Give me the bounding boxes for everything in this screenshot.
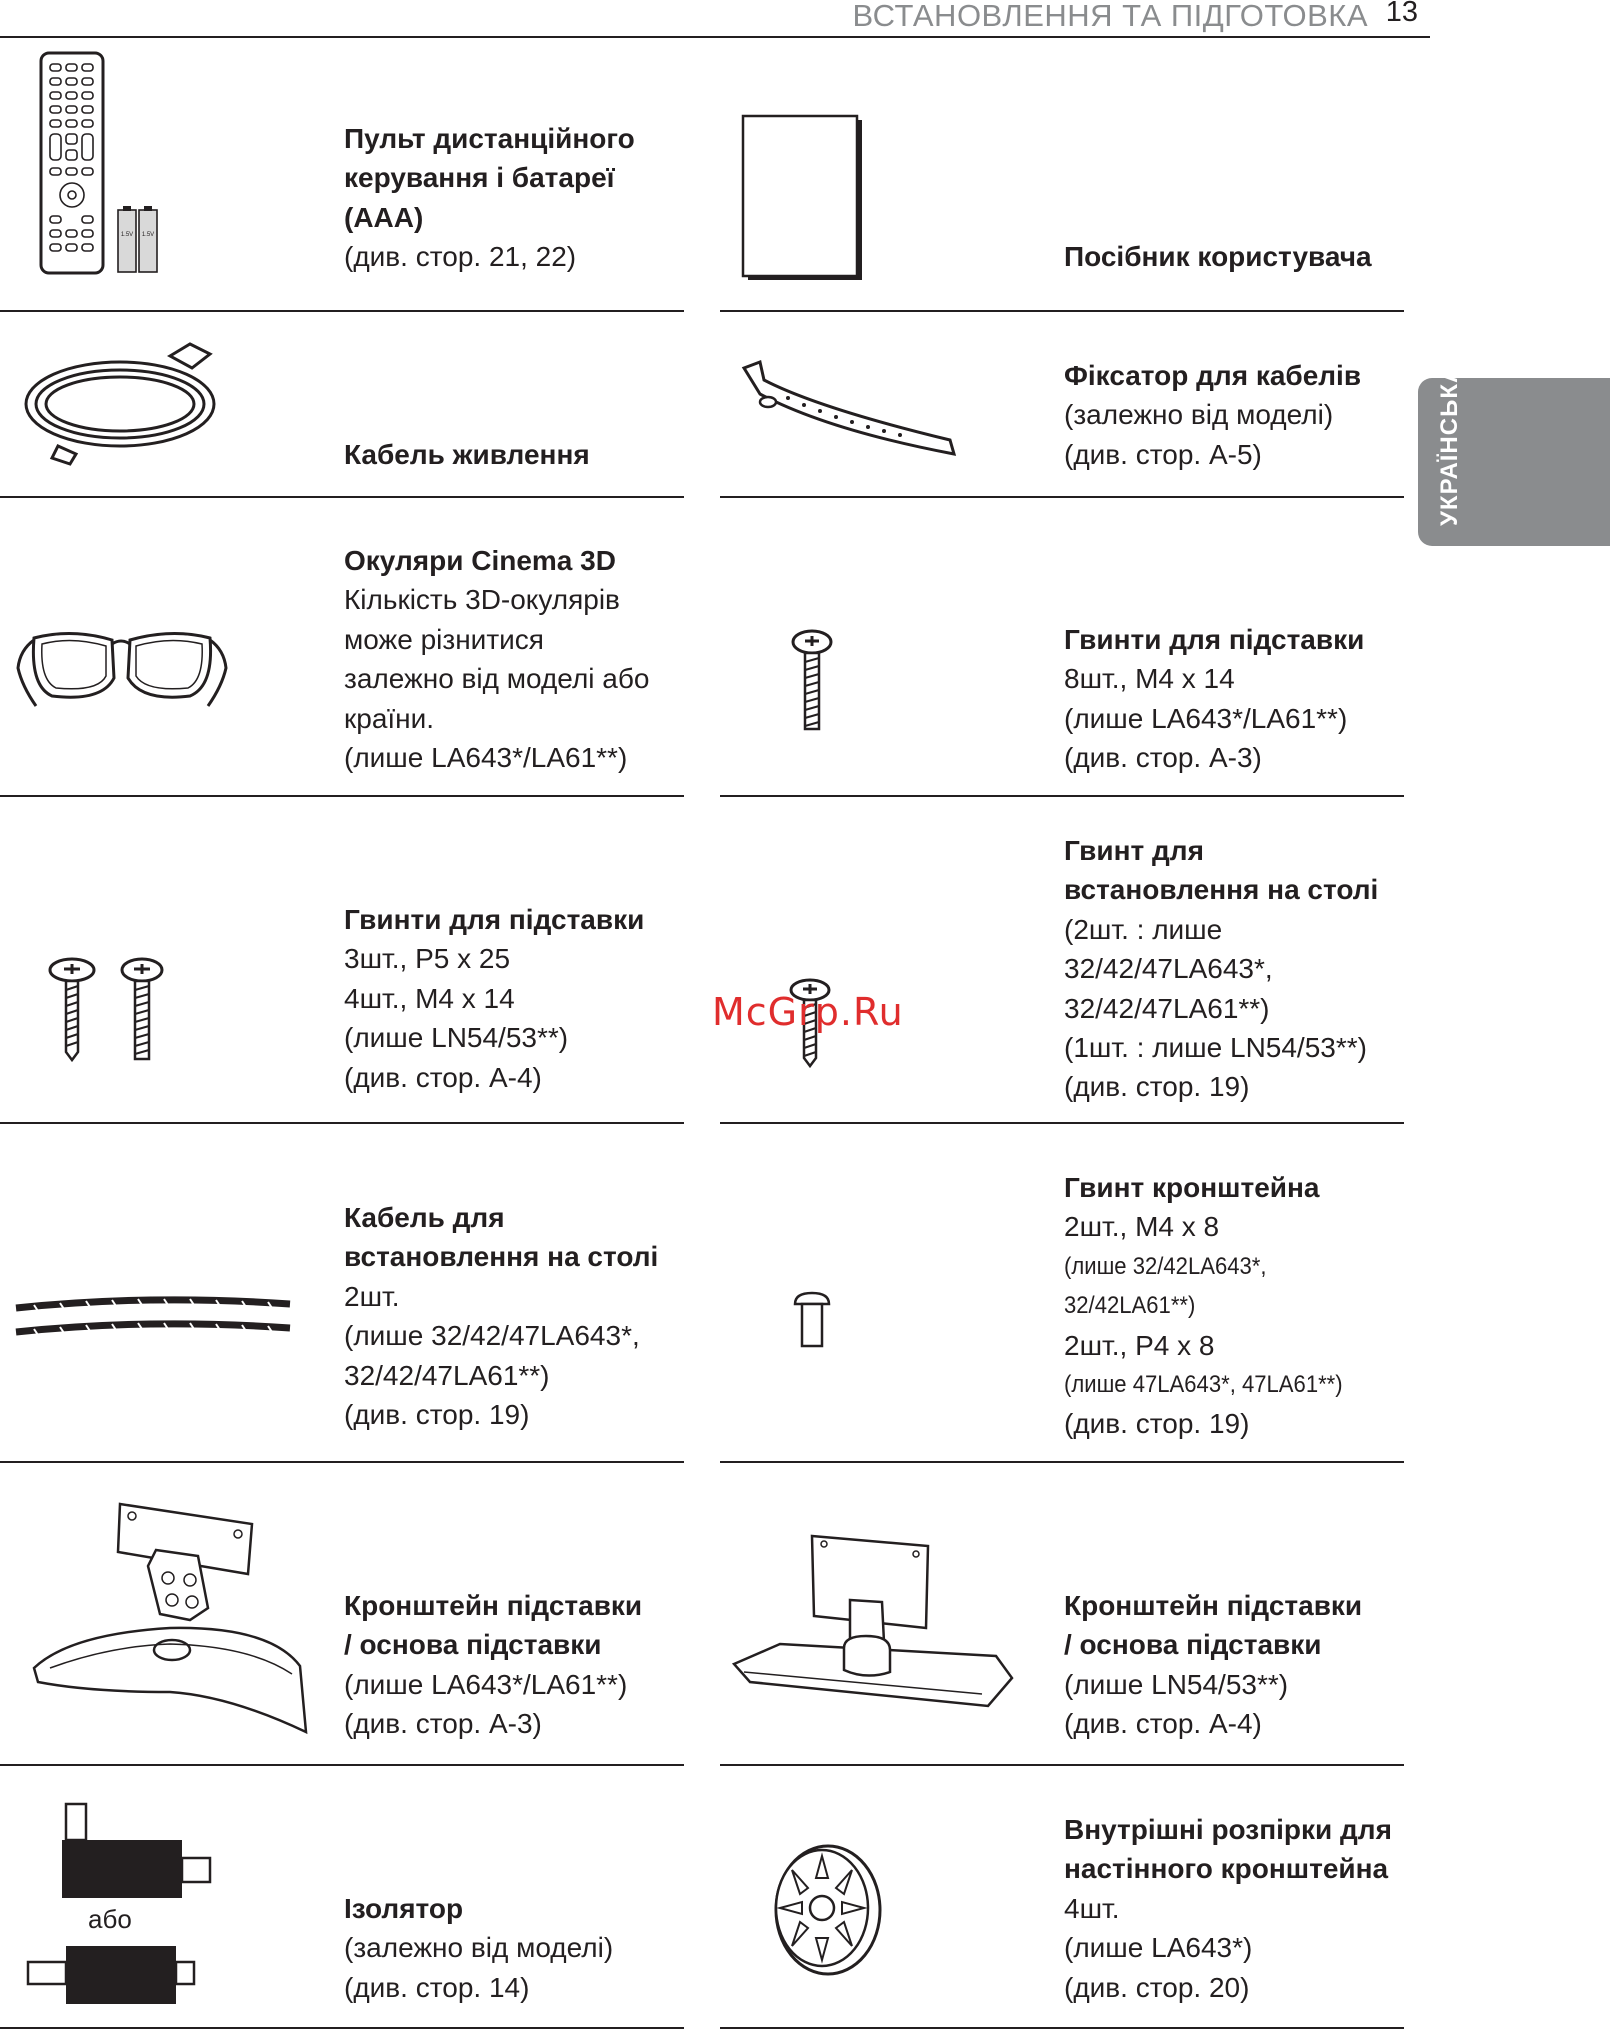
row-divider: [720, 1122, 1404, 1124]
svg-text:1.5V: 1.5V: [120, 232, 134, 238]
cable-holder-icon: [738, 358, 960, 458]
power-cable-icon: [20, 336, 230, 471]
caption-isolator: Ізолятор (залежно від моделі) (див. стор. 14): [344, 1893, 614, 2003]
page-header: [0, 0, 1430, 38]
caption-manual: Посібник користувача: [1064, 241, 1372, 272]
battery-icon: [118, 206, 157, 272]
bracket-screw-icon: [792, 1290, 832, 1350]
language-tab: [1418, 364, 1610, 546]
row-divider: [720, 310, 1404, 312]
stand-ln54-icon: [730, 1532, 1016, 1744]
caption-power-cable: Кабель живлення: [344, 439, 590, 470]
stand-la643-icon: [30, 1496, 310, 1742]
watermark: McGrp.Ru: [712, 990, 904, 1034]
row-divider: [0, 496, 684, 498]
caption-stand-screws-m4: Гвинти для підставки 8шт., M4 x 14 (лише LA643*/LA61**) (див. стор. A-3): [1064, 624, 1365, 774]
caption-glasses: Окуляри Cinema 3D Кількість 3D-окулярів може різнитися залежно від моделі або країни. (лише LA643*/LA61**): [344, 545, 650, 774]
desk-cable-icon: [10, 1288, 296, 1348]
manual-icon: [740, 114, 870, 284]
caption-cable-holder: Фіксатор для кабелів (залежно від моделі) (див. стор. A-5): [1064, 360, 1362, 470]
caption-stand-screws-p5: Гвинти для підставки 3шт., P5 x 25 4шт., M4 x 14 (лише LN54/53**) (див. стор. A-4): [344, 904, 645, 1093]
caption-stand-la643: Кронштейн підставки / основа підставки (лише LA643*/LA61**) (див. стор. A-3): [344, 1590, 643, 1740]
caption-bracket-screw: Гвинт кронштейна 2шт., M4 x 8 (лише 32/42LA643*, 32/42LA61**) 2шт., P4 x 8 (лише 47LA643*, 47LA61**) (див. стор. 19): [1064, 1172, 1343, 1440]
section-title: ВСТАНОВЛЕННЯ ТА ПІДГОТОВКА: [852, 0, 1368, 33]
page-number: 13: [1385, 0, 1418, 28]
row-divider: [720, 795, 1404, 797]
glasses-icon: [12, 620, 232, 720]
row-divider: [0, 310, 684, 312]
language-tab-label: УКРАЇНСЬКА: [1436, 364, 1463, 526]
svg-text:1.5V: 1.5V: [141, 232, 155, 238]
row-divider: [0, 1461, 684, 1463]
screw-icon: [790, 628, 834, 736]
row-divider: [720, 1764, 1404, 1766]
spacer-icon: [768, 1838, 884, 1978]
row-divider: [0, 1764, 684, 1766]
caption-desk-screw: Гвинт для встановлення на столі (2шт. : лише 32/42/47LA643*, 32/42/47LA61**) (1шт. : лише LN54/53**) (див. стор. 19): [1064, 835, 1379, 1103]
remote-control-icon: [38, 50, 168, 280]
caption-desk-cable: Кабель для встановлення на столі 2шт. (лише 32/42/47LA643*, 32/42/47LA61**) (див. стор. 19): [344, 1202, 659, 1431]
row-divider: [720, 2027, 1404, 2029]
screws-pair-icon: [46, 956, 180, 1064]
row-divider: [0, 795, 684, 797]
caption-spacers: Внутрішні розпірки для настінного кронштейна 4шт. (лише LA643*) (див. стор. 20): [1064, 1814, 1392, 2003]
or-label: або: [88, 1904, 132, 1934]
row-divider: [0, 2027, 684, 2029]
row-divider: [720, 1461, 1404, 1463]
row-divider: [0, 1122, 684, 1124]
row-divider: [720, 496, 1404, 498]
caption-remote: Пульт дистанційного керування і батареї (AAA) (див. стор. 21, 22): [344, 123, 635, 273]
caption-stand-ln54: Кронштейн підставки / основа підставки (лише LN54/53**) (див. стор. A-4): [1064, 1590, 1363, 1740]
